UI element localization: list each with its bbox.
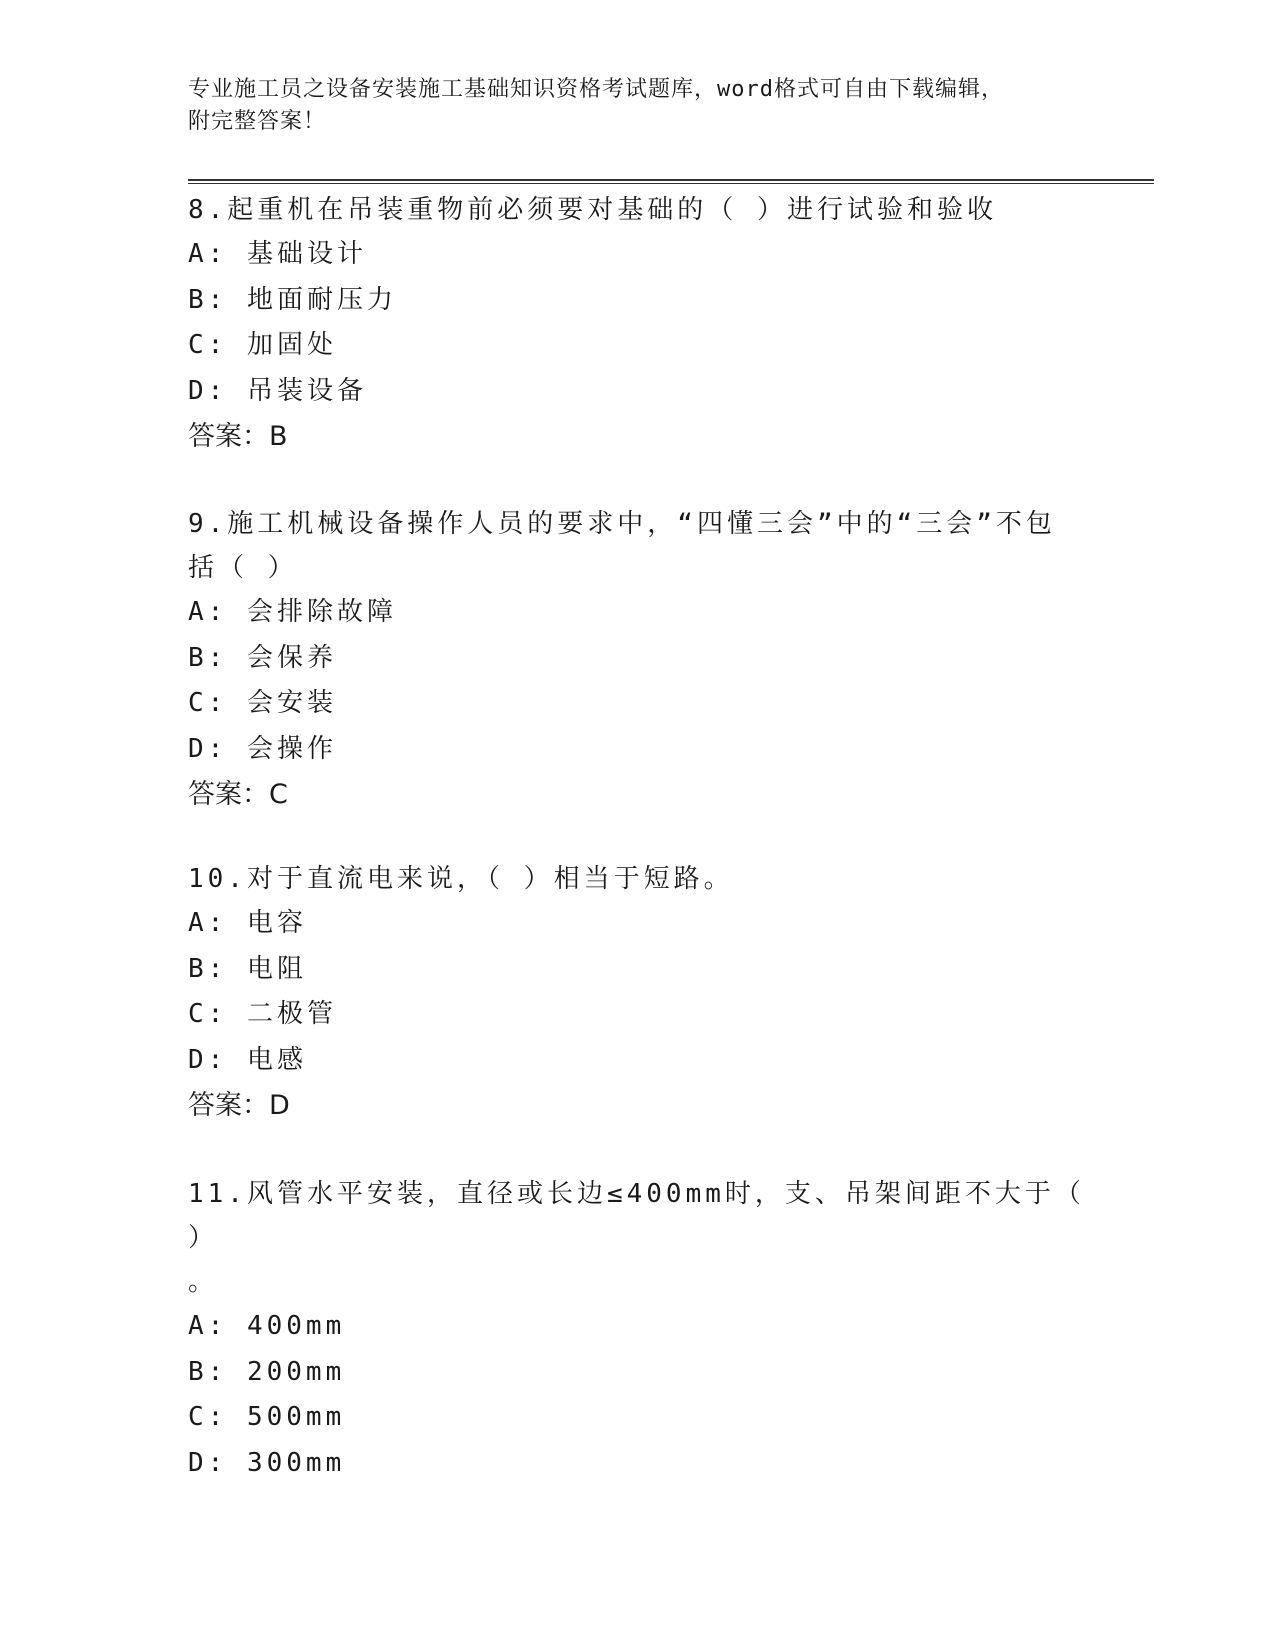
answer: 答案：C xyxy=(188,779,288,810)
question-stem-line-1: 9.施工机械设备操作人员的要求中，“四懂三会”中的“三会”不包 xyxy=(188,509,1056,539)
option-d: D: 会操作 xyxy=(188,733,337,764)
question-11 xyxy=(188,1172,1088,1486)
option-a: A: 400mm xyxy=(188,1311,346,1341)
option-b: B: 200mm xyxy=(188,1356,346,1387)
option-c: C: 500mm xyxy=(188,1402,346,1432)
option-a: A: 电容 xyxy=(188,908,307,938)
question-stem-line-2: 。 xyxy=(188,1267,219,1297)
question-8 xyxy=(188,188,1088,460)
option-a: A: 会排除故障 xyxy=(188,597,397,627)
option-b: B: 地面耐压力 xyxy=(188,284,397,315)
option-c: C: 会安装 xyxy=(188,688,337,718)
option-c: C: 二极管 xyxy=(188,999,337,1029)
header-line-1: 专业施工员之设备安装施工基础知识资格考试题库，word格式可自由下载编辑， xyxy=(188,77,1004,102)
answer: 答案：B xyxy=(188,421,288,452)
option-d: D: 吊装设备 xyxy=(188,375,367,406)
answer: 答案：D xyxy=(188,1090,290,1121)
header-divider-thick xyxy=(188,179,1154,181)
header-line-2: 附完整答案！ xyxy=(188,109,327,134)
question-9 xyxy=(188,502,1088,818)
question-10 xyxy=(188,857,1088,1129)
option-a: A: 基础设计 xyxy=(188,239,367,269)
option-d: D: 300mm xyxy=(188,1447,346,1478)
option-c: C: 加固处 xyxy=(188,330,337,360)
option-b: B: 电阻 xyxy=(188,953,307,984)
document-header xyxy=(188,74,1068,138)
question-stem-line-2: 括（ ） xyxy=(188,553,298,583)
question-stem-line-1: 11.风管水平安装，直径或长边≤400mm时，支、吊架间距不大于（ ） xyxy=(188,1179,1085,1253)
question-stem: 10.对于直流电来说，（ ）相当于短路。 xyxy=(188,864,734,894)
header-divider-thin xyxy=(188,183,1154,184)
question-stem: 8.起重机在吊装重物前必须要对基础的（ ）进行试验和验收 xyxy=(188,195,997,225)
option-d: D: 电感 xyxy=(188,1044,307,1075)
option-b: B: 会保养 xyxy=(188,642,337,673)
